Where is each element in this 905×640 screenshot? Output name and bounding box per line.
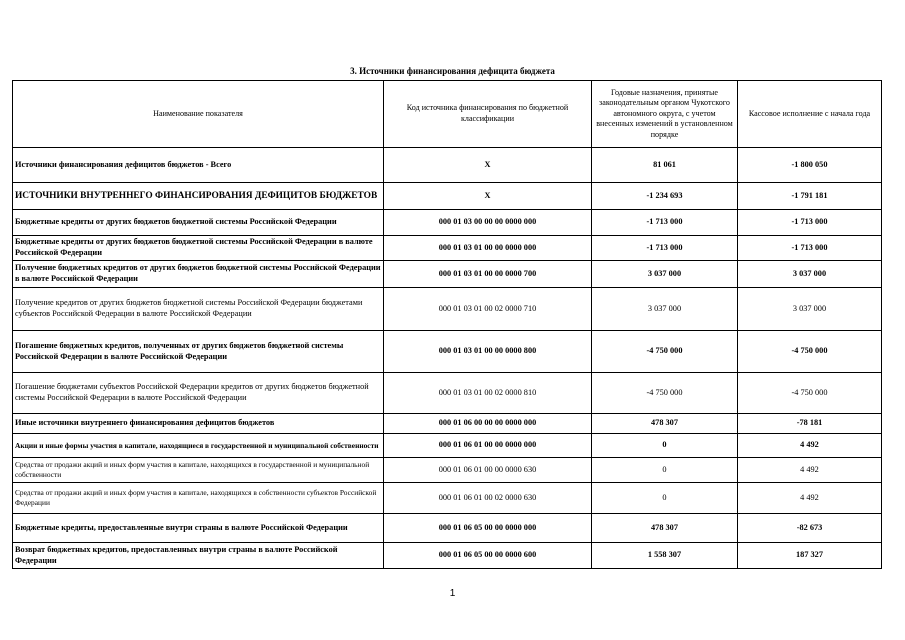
row-name: Получение кредитов от других бюджетов бюджетной системы Российской Федерации бюджетами субъектов Российской Федерации в валюте Российской Федерации — [13, 288, 384, 331]
row-actual: -1 713 000 — [738, 236, 882, 261]
row-code: 000 01 03 01 00 02 0000 810 — [384, 373, 592, 414]
row-code: 000 01 06 01 00 00 0000 630 — [384, 458, 592, 483]
row-actual: 4 492 — [738, 434, 882, 458]
row-plan: -1 234 693 — [592, 183, 738, 210]
row-code: 000 01 03 01 00 00 0000 800 — [384, 331, 592, 373]
row-code: 000 01 03 01 00 02 0000 710 — [384, 288, 592, 331]
row-name: Погашение бюджетных кредитов, полученных от других бюджетов бюджетной системы Российской Федерации в валюте Российской Федерации — [13, 331, 384, 373]
table-row — [13, 236, 882, 261]
row-name: Бюджетные кредиты от других бюджетов бюджетной системы Российской Федерации — [13, 210, 384, 236]
row-name: Получение бюджетных кредитов от других бюджетов бюджетной системы Российской Федерации в валюте Российской Федерации — [13, 261, 384, 288]
row-actual: -78 181 — [738, 414, 882, 434]
table-row — [13, 514, 882, 543]
row-plan: 3 037 000 — [592, 261, 738, 288]
header-actual: Кассовое исполнение с начала года — [738, 81, 882, 148]
table-row — [13, 148, 882, 183]
row-actual: -4 750 000 — [738, 373, 882, 414]
row-code: Х — [384, 148, 592, 183]
table-row — [13, 373, 882, 414]
row-plan: 0 — [592, 434, 738, 458]
row-plan: -1 713 000 — [592, 210, 738, 236]
row-name: Бюджетные кредиты, предоставленные внутри страны в валюте Российской Федерации — [13, 514, 384, 543]
row-code: Х — [384, 183, 592, 210]
row-plan: 1 558 307 — [592, 543, 738, 569]
row-actual: -1 713 000 — [738, 210, 882, 236]
financing-table — [12, 80, 882, 569]
row-plan: -4 750 000 — [592, 373, 738, 414]
table-row — [13, 414, 882, 434]
row-name: Погашение бюджетами субъектов Российской Федерации кредитов от других бюджетов бюджетной системы Российской Федерации в валюте Российской Федерации — [13, 373, 384, 414]
header-code: Код источника финансирования по бюджетной классификации — [384, 81, 592, 148]
header-plan: Годовые назначения, принятые законодательным органом Чукотского автономного округа, с учетом внесенных изменений в установленном порядке — [592, 81, 738, 148]
table-row — [13, 210, 882, 236]
table-row — [13, 261, 882, 288]
row-name: Источники финансирования дефицитов бюджетов - Всего — [13, 148, 384, 183]
row-name: Средства от продажи акций и иных форм участия в капитале, находящихся в собственности субъектов Российской Федерации — [13, 483, 384, 514]
table-row — [13, 331, 882, 373]
table-row — [13, 483, 882, 514]
row-plan: 81 061 — [592, 148, 738, 183]
header-name: Наименование показателя — [13, 81, 384, 148]
row-plan: -1 713 000 — [592, 236, 738, 261]
row-name: Иные источники внутреннего финансирования дефицитов бюджетов — [13, 414, 384, 434]
row-plan: 3 037 000 — [592, 288, 738, 331]
row-code: 000 01 06 05 00 00 0000 000 — [384, 514, 592, 543]
row-name: Бюджетные кредиты от других бюджетов бюджетной системы Российской Федерации в валюте Российской Федерации — [13, 236, 384, 261]
row-actual: 4 492 — [738, 483, 882, 514]
row-name: Возврат бюджетных кредитов, предоставленных внутри страны в валюте Российской Федерации — [13, 543, 384, 569]
row-name: Акции и иные формы участия в капитале, находящиеся в государственной и муниципальной собственности — [13, 434, 384, 458]
header-row — [13, 81, 882, 148]
row-actual: 4 492 — [738, 458, 882, 483]
row-actual: 187 327 — [738, 543, 882, 569]
row-code: 000 01 03 01 00 00 0000 000 — [384, 236, 592, 261]
row-actual: 3 037 000 — [738, 288, 882, 331]
row-plan: 478 307 — [592, 414, 738, 434]
row-actual: 3 037 000 — [738, 261, 882, 288]
row-plan: 0 — [592, 458, 738, 483]
table-title: 3. Источники финансирования дефицита бюджета — [350, 66, 555, 76]
table-row — [13, 183, 882, 210]
page-number: 1 — [449, 588, 456, 599]
row-code: 000 01 03 01 00 00 0000 700 — [384, 261, 592, 288]
row-name: Средства от продажи акций и иных форм участия в капитале, находящихся в государственной и муниципальной собственности — [13, 458, 384, 483]
row-actual: -82 673 — [738, 514, 882, 543]
row-actual: -4 750 000 — [738, 331, 882, 373]
row-code: 000 01 06 01 00 00 0000 000 — [384, 434, 592, 458]
row-code: 000 01 03 00 00 00 0000 000 — [384, 210, 592, 236]
row-plan: -4 750 000 — [592, 331, 738, 373]
table-row — [13, 458, 882, 483]
table-row — [13, 288, 882, 331]
row-code: 000 01 06 00 00 00 0000 000 — [384, 414, 592, 434]
row-plan: 478 307 — [592, 514, 738, 543]
row-plan: 0 — [592, 483, 738, 514]
row-actual: -1 800 050 — [738, 148, 882, 183]
table-row — [13, 434, 882, 458]
row-name: ИСТОЧНИКИ ВНУТРЕННЕГО ФИНАНСИРОВАНИЯ ДЕФИЦИТОВ БЮДЖЕТОВ — [13, 183, 384, 210]
row-code: 000 01 06 01 00 02 0000 630 — [384, 483, 592, 514]
table-row — [13, 543, 882, 569]
row-code: 000 01 06 05 00 00 0000 600 — [384, 543, 592, 569]
row-actual: -1 791 181 — [738, 183, 882, 210]
